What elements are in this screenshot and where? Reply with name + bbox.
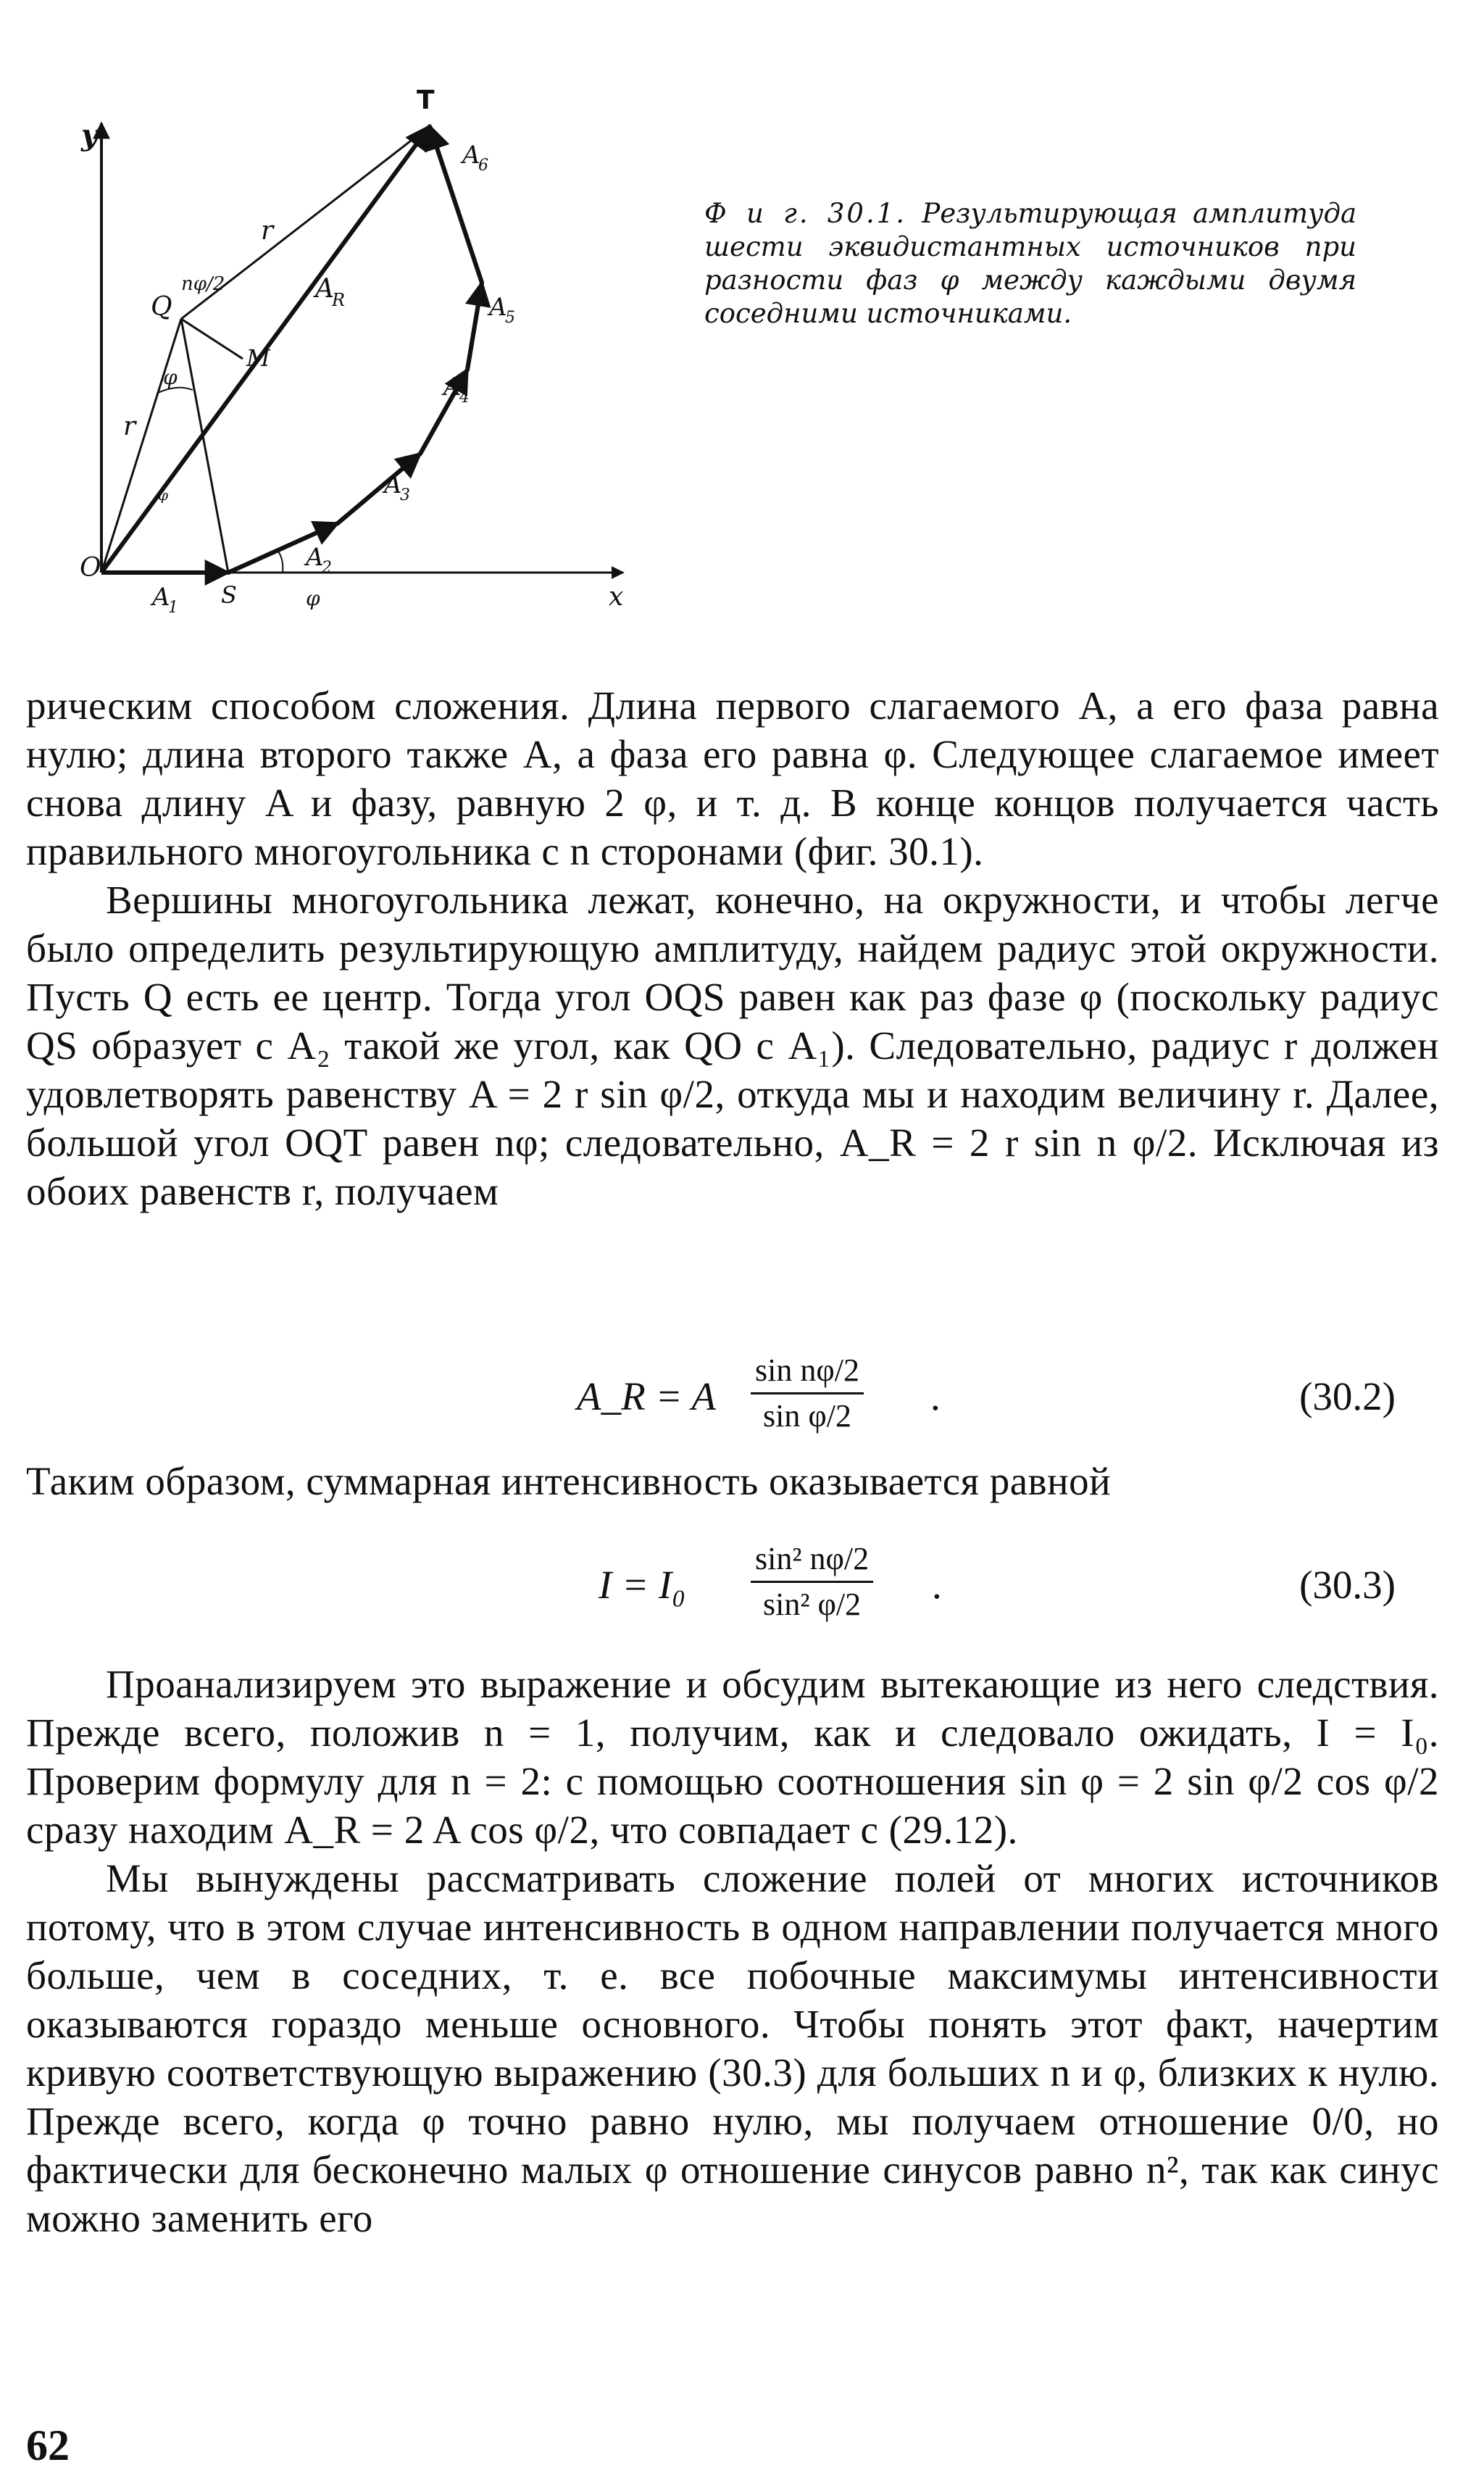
radius-qm: [181, 319, 243, 359]
label-a2-sub: 2: [322, 559, 332, 577]
label-a2: A: [306, 543, 324, 572]
equation-30-2-lhs: A_R = A: [577, 1374, 716, 1418]
equation-30-2-numerator: sin nφ/2: [751, 1352, 864, 1394]
label-y: y: [81, 118, 99, 152]
phasor-polygon: [101, 126, 482, 573]
phasor-a5: [467, 283, 482, 370]
label-q: Q: [151, 292, 172, 322]
label-a1: A: [152, 583, 170, 612]
paragraph-1: рическим способом сложения. Длина первого слагаемого A, а его фаза равна нулю; длина второго также A, а фаза его равна φ. Следующее слагаемое имеет снова длину A и фазу, равную 2 φ, и т. д. В конце концов получается часть правильного многоугольника с n сторонами (фиг. 30.1).: [26, 683, 1439, 873]
label-ar-sub: R: [332, 290, 346, 310]
label-ar: A: [315, 274, 334, 304]
label-a3: A: [384, 470, 402, 499]
label-a4-sub: 4: [459, 388, 470, 407]
page-number: 62: [26, 2421, 70, 2469]
body-text-3: [26, 1660, 1439, 2242]
label-r-left: r: [123, 412, 136, 441]
label-n-phi-half: nφ/2: [181, 273, 225, 295]
equation-30-3-lhs: I = I₀: [599, 1563, 686, 1607]
label-phi-s: φ: [306, 586, 320, 610]
label-s: S: [221, 581, 237, 609]
label-a6-sub: 6: [478, 157, 488, 175]
equation-30-2-label: (30.2): [1299, 1374, 1396, 1418]
label-o: O: [80, 553, 101, 583]
equation-30-3: [26, 1540, 1439, 1627]
label-a1-sub: 1: [168, 599, 178, 617]
paragraph-3: Таким образом, суммарная интенсивность оказывается равной: [26, 1459, 1112, 1503]
label-x: x: [609, 582, 624, 612]
label-small-mark: φ: [158, 486, 169, 504]
caption-number: Ф и г. 30.1.: [704, 198, 907, 229]
equation-30-2: [26, 1352, 1439, 1439]
phasor-diagram-svg: [72, 65, 667, 645]
figure-caption: [704, 197, 1356, 330]
label-r-top: r: [261, 216, 274, 246]
angle-arc-s: [277, 549, 283, 573]
paragraph-4: Проанализируем это выражение и обсудим вытекающие из него следствия. Прежде всего, положив n = 1, получим, как и следовало ожидать, I = I₀. Проверим формулу для n = 2: с помощью соотношения sin φ = 2 sin φ/2 cos φ/2 сразу находим A_R = 2 A cos φ/2, что совпадает с (29.12).: [26, 1662, 1439, 1852]
phasor-diagram: [72, 65, 667, 645]
paragraph-2: Вершины многоугольника лежат, конечно, на окружности, и чтобы легче было определить результирующую амплитуду, найдем радиус этой окружности. Пусть Q есть ее центр. Тогда угол OQS равен как раз фазе φ (поскольку радиус QS образует с A₂ такой же угол, как QO с A₁). Следовательно, радиус r должен удовлетворять равенству A = 2 r sin φ/2, откуда мы и находим величину r. Далее, большой угол OQT равен nφ; следовательно, A_R = 2 r sin n φ/2. Исключая из обоих равенств r, получаем: [26, 878, 1439, 1213]
label-a6: A: [462, 141, 480, 170]
caption-text: Результирующая амплитуда шести эквидистантных источников при разности фаз φ между каждыми двумя соседними источниками.: [704, 198, 1356, 329]
equation-30-3-period: .: [932, 1563, 942, 1607]
equation-30-2-fraction: [751, 1352, 864, 1435]
equation-30-2-period: .: [930, 1374, 941, 1418]
equation-30-3-denominator: sin² φ/2: [763, 1587, 862, 1622]
radius-qo: [101, 319, 181, 573]
label-a5-sub: 5: [505, 309, 515, 327]
label-phi-q: φ: [163, 365, 178, 389]
paragraph-5: Мы вынуждены рассматривать сложение полей от многих источников потому, что в этом случае интенсивность в одном направлении получается много больше, чем в соседних, т. е. все побочные максимумы интенсивности оказываются гораздо меньше основного. Чтобы понять этот факт, начертим кривую соответствующую выражению (30.3) для больших n и φ, близких к нулю. Прежде всего, когда φ точно равно нулю, мы получаем отношение 0/0, но фактически для бесконечно малых φ отношение синусов равно n², так как синус можно заменить его: [26, 1856, 1439, 2240]
equation-30-3-label: (30.3): [1299, 1563, 1396, 1607]
label-a5: A: [489, 293, 507, 322]
label-a4: A: [443, 373, 462, 402]
body-text-1: [26, 681, 1439, 1215]
label-a3-sub: 3: [400, 486, 410, 504]
label-t: T: [417, 86, 435, 115]
equation-30-3-numerator: sin² nφ/2: [751, 1540, 873, 1583]
radius-qs: [181, 319, 228, 573]
equation-30-2-denominator: sin φ/2: [763, 1398, 851, 1434]
equation-30-3-fraction: [751, 1540, 873, 1623]
body-text-2: [26, 1457, 1439, 1505]
label-m: M: [246, 344, 270, 372]
